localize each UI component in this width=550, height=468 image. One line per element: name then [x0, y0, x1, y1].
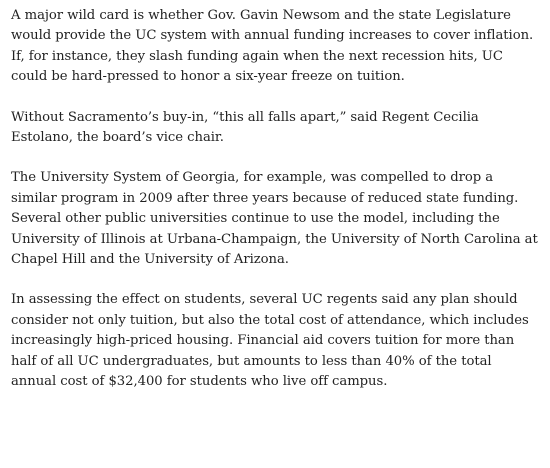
paragraph-newsom-funding: A major wild card is whether Gov. Gavin Newsom and the state Legislature would provide the UC system with annual funding increases to cover inflation. If, for instance, they slash funding again when the next recession hits, UC could be hard-pressed to honor a six-year freeze on tuition.: [11, 8, 534, 85]
paragraph-estolano-quote: Without Sacramento’s buy-in, “this all falls apart,” said Regent Cecilia Estolano, the board’s vice chair.: [11, 109, 479, 146]
paragraph-cost-of-attendance: In assessing the effect on students, several UC regents said any plan should consider not only tuition, but also the total cost of attendance, which includes increasingly high-priced housing. Financial aid covers tuition for more than half of all UC undergraduates, but amounts to less than 40% of the total annual cost of $32,400 for students who live off campus.: [11, 292, 529, 390]
paragraph-georgia-program: The University System of Georgia, for example, was compelled to drop a similar program in 2009 after three years because of reduced state funding. Several other public universities continue to use the model, including the University of Illinois at Urbana-Champaign, the University of North Carolina at Chapel Hill and the University of Arizona.: [11, 170, 538, 268]
